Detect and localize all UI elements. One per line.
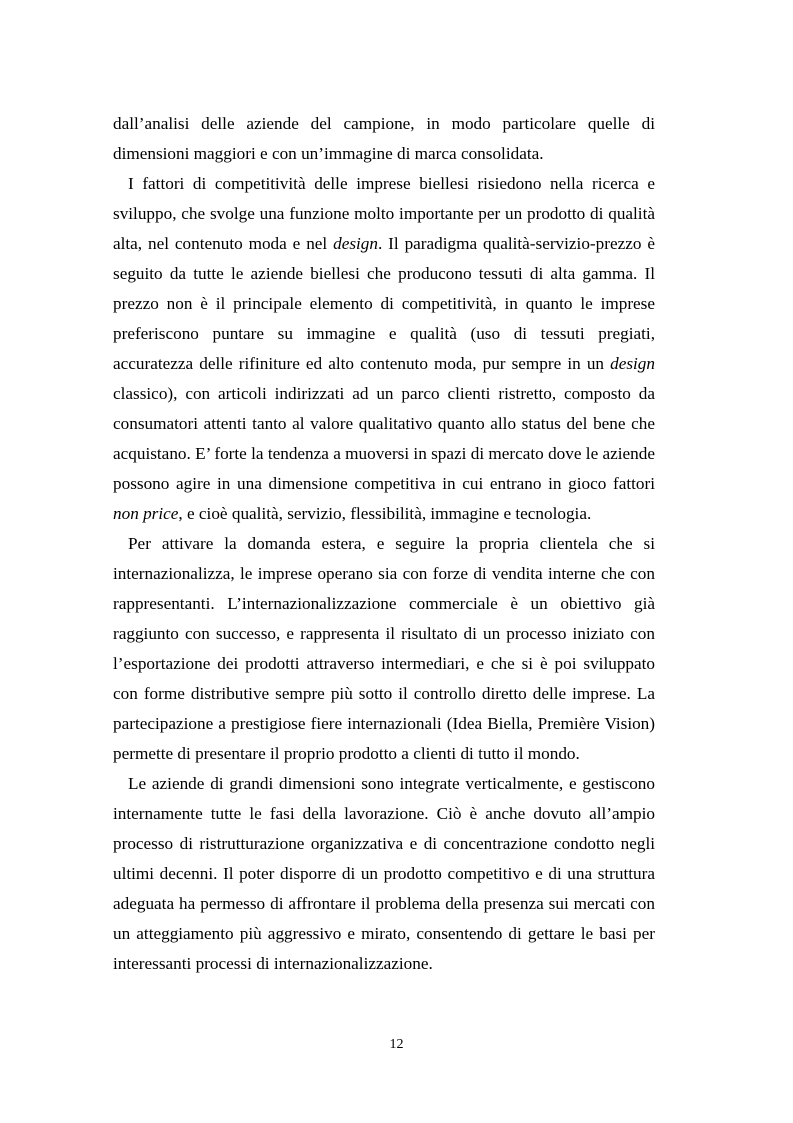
body-text — [113, 109, 655, 979]
page-number: 12 — [389, 1037, 404, 1052]
paragraph-text: Le aziende di grandi dimensioni sono integrate verticalmente, e gestiscono internamente tutte le fasi della lavorazione. Ciò è anche dovuto all’ampio processo di ristrutturazione organizzativa e di concentrazione condotto negli ultimi decenni. Il poter disporre di un prodotto competitivo e di una struttura adeguata ha permesso di affrontare il problema della presenza sui mercati con un atteggiamento più aggressivo e mirato, consentendo di gettare le basi per interessanti processi di internazionalizzazione. — [113, 774, 655, 973]
paragraph-4 — [113, 769, 655, 979]
italic-term: non price — [113, 504, 179, 523]
paragraph-text: Per attivare la domanda estera, e seguire la propria clientela che si internazionalizza, le imprese operano sia con forze di vendita interne che con rappresentanti. L’internazionalizzazione commerciale è un obiettivo già raggiunto con successo, e rappresenta il risultato di un processo iniziato con l’esportazione dei prodotti attraverso intermediari, e che si è poi sviluppato con forme distributive sempre più sotto il controllo diretto delle imprese. La partecipazione a prestigiose fiere internazionali (Idea Biella, Première Vision) permette di presentare il proprio prodotto a clienti di tutto il mondo. — [113, 534, 655, 763]
paragraph-3 — [113, 529, 655, 769]
italic-term: design — [610, 354, 655, 373]
paragraph-text: . Il paradigma qualità-servizio-prezzo è seguito da tutte le aziende biellesi che producono tessuti di alta gamma. Il prezzo non è il principale elemento di competitività, in quanto le imprese preferiscono puntare su immagine e qualità (uso di tessuti pregiati, accuratezza delle rifiniture ed alto contenuto moda, pur sempre in un — [113, 234, 655, 373]
paragraph-text: I fattori di competitività delle imprese biellesi risiedono nella ricerca e sviluppo, che svolge una funzione molto importante per un prodotto di qualità alta, nel contenuto moda e nel — [113, 174, 655, 253]
italic-term: design — [333, 234, 378, 253]
paragraph-1 — [113, 109, 655, 169]
paragraph-text: dall’analisi delle aziende del campione, in modo particolare quelle di dimensioni maggiori e con un’immagine di marca consolidata. — [113, 114, 655, 163]
paragraph-text: classico), con articoli indirizzati ad un parco clienti ristretto, composto da consumatori attenti tanto al valore qualitativo quanto allo status del bene che acquistano. E’ forte la tendenza a muoversi in spazi di mercato dove le aziende possono agire in una dimensione competitiva in cui entrano in gioco fattori — [113, 384, 655, 493]
paragraph-2 — [113, 169, 655, 529]
paragraph-text: , e cioè qualità, servizio, flessibilità, immagine e tecnologia. — [178, 504, 592, 523]
